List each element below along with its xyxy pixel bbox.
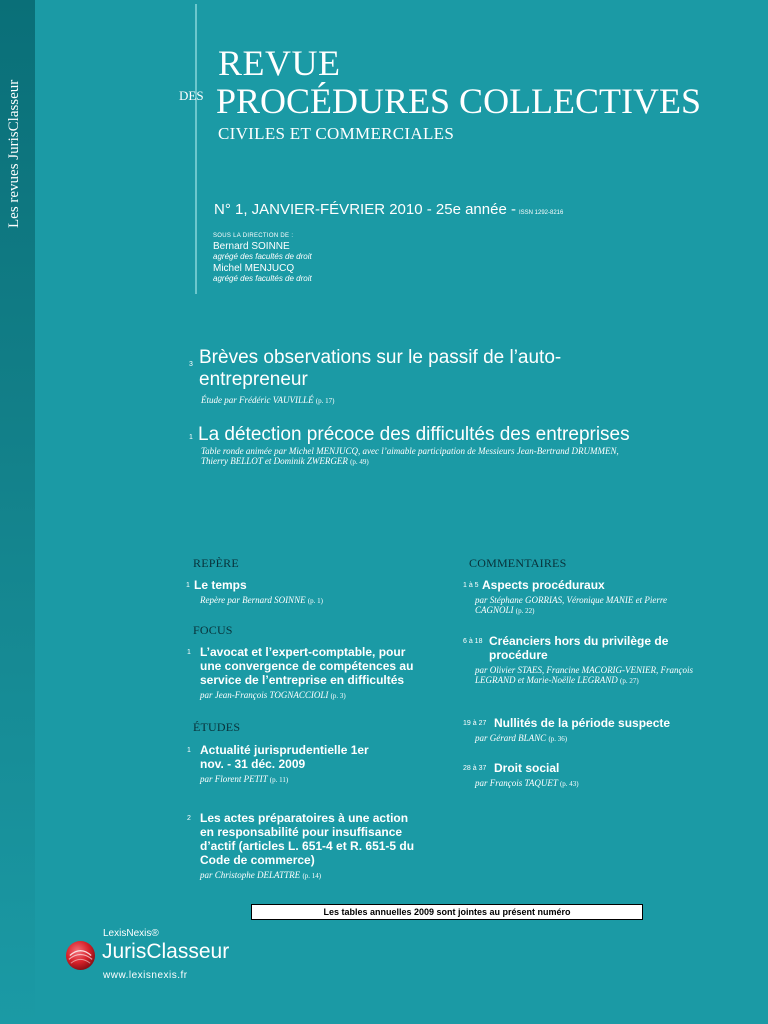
article-page: (p. 49) — [350, 458, 369, 466]
editorial-direction — [213, 233, 312, 283]
toc-item[interactable] — [187, 743, 370, 785]
article-number: 1 — [187, 747, 191, 754]
article-page: (p. 11) — [269, 776, 289, 784]
article-title: Le temps — [194, 578, 247, 592]
toc-item[interactable] — [463, 716, 724, 744]
article-author: par François TAQUET — [475, 778, 558, 788]
article-author: par Christophe DELATTRE — [200, 870, 301, 880]
article-author: par Stéphane GORRIAS, Véronique MANIE et Pierre CAGNOLI — [475, 595, 668, 615]
jurisclasseur-wordmark: JurisClasseur — [102, 940, 230, 963]
masthead-subtitle: CIVILES ET COMMERCIALES — [218, 124, 455, 143]
article-title: Créanciers hors du privilège de procédure — [489, 634, 669, 662]
article-number: 6 à 18 — [463, 638, 483, 645]
article-number: 1 — [186, 582, 190, 589]
article-number: 1 — [189, 434, 193, 441]
masthead-revue: REVUE — [218, 43, 341, 83]
article-author: par Jean-François TOGNACCIOLI — [200, 690, 329, 700]
divider-line — [195, 4, 197, 294]
article-author: par Olivier STAES, Francine MACORIG-VENIER, François LEGRAND et Marie-Noëlle LEGRAND — [475, 665, 694, 685]
section-etudes: ÉTUDES — [193, 720, 241, 734]
director-role: agrégé des facultés de droit — [213, 252, 312, 261]
publisher-url[interactable]: www.lexisnexis.fr — [103, 970, 188, 981]
toc-item[interactable] — [187, 811, 425, 881]
toc-item[interactable] — [463, 634, 694, 686]
issn: ISSN 1292-8216 — [518, 210, 564, 216]
article-page: (p. 43) — [559, 780, 579, 788]
article-title: Aspects procéduraux — [482, 578, 605, 592]
article-number: 3 — [189, 361, 193, 368]
section-commentaires: COMMENTAIRES — [469, 556, 567, 570]
director-name: Michel MENJUCQ — [213, 263, 295, 274]
toc-item[interactable] — [187, 645, 428, 701]
article-number: 19 à 27 — [463, 720, 487, 727]
issue-text: N° 1, JANVIER-FÉVRIER 2010 - 25e année - — [214, 201, 516, 218]
article-page: (p. 27) — [619, 677, 639, 685]
lead-article[interactable] — [189, 424, 718, 467]
toc-item[interactable] — [463, 761, 724, 789]
article-author: Étude par Frédéric VAUVILLÉ — [201, 395, 314, 405]
article-author: Table ronde animée par Michel MENJUCQ, avec l’aimable participation de Messieurs Jean-Bertrand DRUMMEN, Thierry BELLOT et Dominik ZWERGER — [201, 446, 619, 466]
director-name: Bernard SOINNE — [213, 241, 290, 252]
section-focus: FOCUS — [193, 623, 233, 637]
masthead-des: DES — [179, 88, 204, 103]
spine-title: Les revues JurisClasseur — [6, 79, 22, 228]
section-repere: REPÈRE — [193, 556, 239, 570]
toc-item[interactable] — [186, 578, 434, 606]
article-author: Repère par Bernard SOINNE — [200, 595, 306, 605]
article-page: (p. 22) — [515, 607, 535, 615]
article-title: La détection précoce des difficultés des entreprises — [198, 424, 630, 445]
article-title: Droit social — [494, 761, 560, 775]
spine — [0, 0, 35, 1024]
article-title: Nullités de la période suspecte — [494, 716, 671, 730]
direction-label: SOUS LA DIRECTION DE : — [213, 233, 294, 239]
article-number: 28 à 37 — [463, 765, 487, 772]
masthead-procedures: PROCÉDURES COLLECTIVES — [216, 81, 702, 121]
article-number: 2 — [187, 815, 191, 822]
annual-tables-notice: Les tables annuelles 2009 sont jointes au présent numéro — [251, 904, 643, 920]
jurisclasseur-logo-icon — [65, 940, 96, 971]
article-number: 1 — [187, 649, 191, 656]
toc-item[interactable] — [463, 578, 722, 616]
issue-line — [214, 201, 563, 218]
article-author: par Florent PETIT — [200, 774, 268, 784]
article-title: Les actes préparatoires à une action en responsabilité pour insuffisance d’actif (articles L. 651-4 et R. 651-5 du Code de commerce) — [200, 811, 415, 867]
article-number: 1 à 5 — [463, 582, 479, 589]
article-author: par Gérard BLANC — [475, 733, 547, 743]
article-title: Brèves observations sur le passif de l’auto-entrepreneur — [199, 347, 562, 390]
article-title: L’avocat et l’expert-comptable, pour une convergence de compétences au service de l’entreprise en difficultés — [200, 645, 414, 687]
article-page: (p. 14) — [302, 872, 322, 880]
article-page: (p. 36) — [548, 735, 568, 743]
article-page: (p. 3) — [330, 692, 346, 700]
lexisnexis-wordmark: LexisNexis® — [103, 928, 159, 939]
director-role: agrégé des facultés de droit — [213, 274, 312, 283]
lead-article[interactable] — [189, 347, 629, 406]
article-page: (p. 1) — [307, 597, 323, 605]
article-title: Actualité jurisprudentielle 1er nov. - 31 déc. 2009 — [200, 743, 369, 771]
article-page: (p. 17) — [315, 397, 335, 405]
